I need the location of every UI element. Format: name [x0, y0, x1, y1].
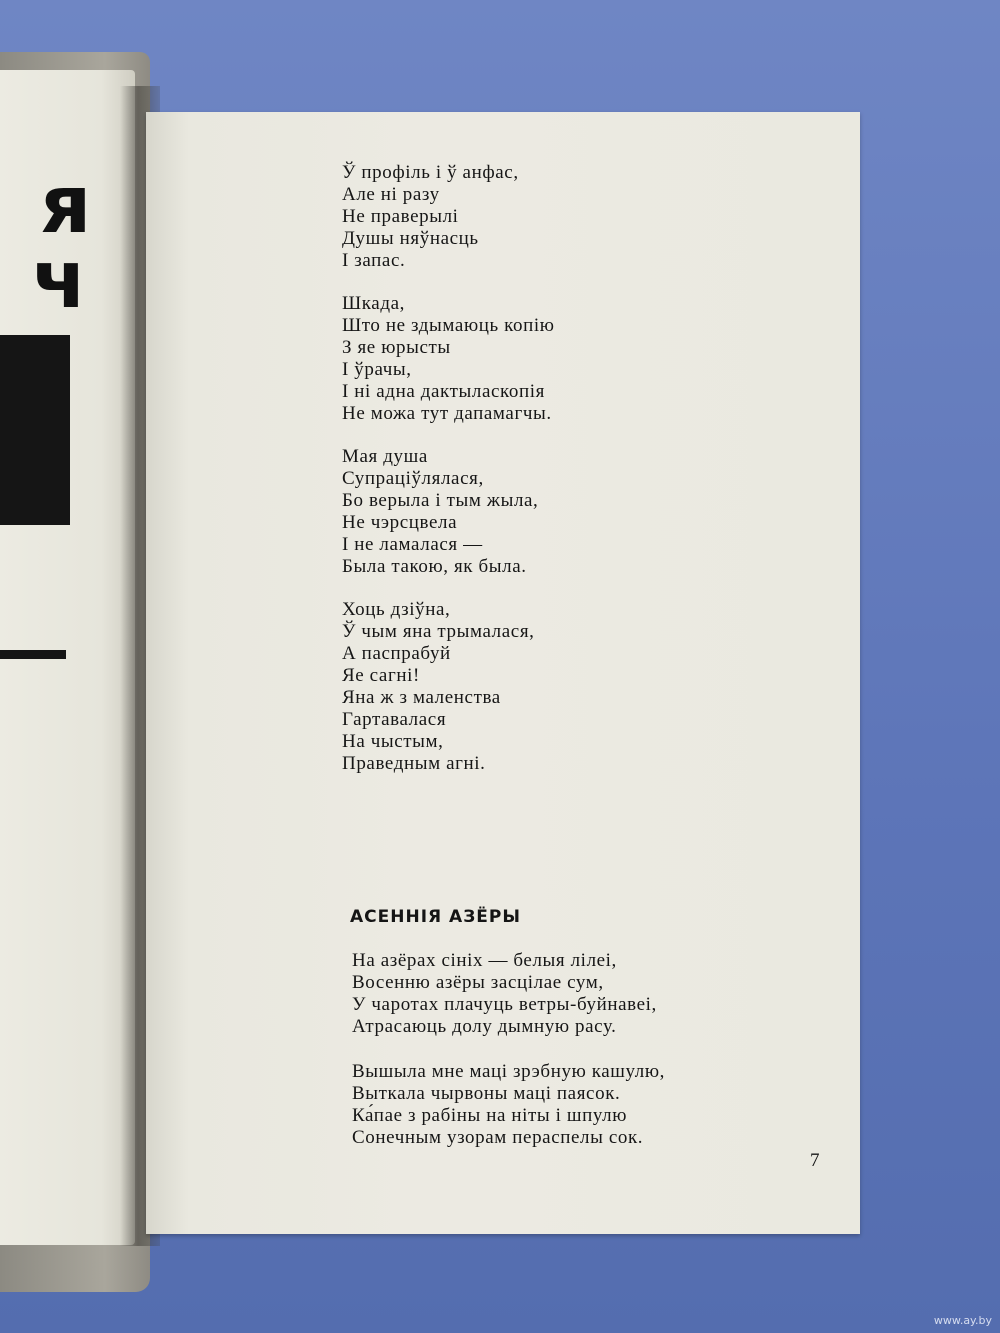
poem-line: Што не здымаюць копію — [342, 315, 555, 336]
next-poem — [352, 950, 665, 1172]
poem-line: І ні адна дактыласкопія — [342, 381, 545, 402]
poem-line: Шкада, — [342, 293, 405, 314]
next-poem-stanza-1 — [352, 950, 665, 1038]
poem-line: У чаротах плачуць ветры-буйнавеі, — [352, 994, 657, 1015]
stanza-4 — [342, 599, 555, 775]
poem-line: На чыстым, — [342, 731, 444, 752]
poem-line: Ў чым яна трымалася, — [342, 621, 535, 642]
poem-line: Не можа тут дапамагчы. — [342, 403, 552, 424]
poem-line: Выткала чырвоны маці паясок. — [352, 1083, 621, 1104]
poem-line: І запас. — [342, 250, 406, 271]
left-page-rule — [0, 650, 66, 659]
poem-line: Не чэрсцвела — [342, 512, 458, 533]
poem-line: Восенню азёры засцілае сум, — [352, 972, 604, 993]
poem-line: Бо верыла і тым жыла, — [342, 490, 539, 511]
next-poem-stanza-2 — [352, 1061, 665, 1149]
page-number: 7 — [810, 1150, 820, 1171]
stanza-2 — [342, 293, 555, 425]
poem-line: Ў профіль і ў анфас, — [342, 162, 519, 183]
left-page-glyph-2: ч — [32, 233, 87, 326]
poem-line: Мая душа — [342, 446, 428, 467]
stanza-1 — [342, 162, 555, 272]
poem-line: Не праверылі — [342, 206, 459, 227]
poem-line: Праведным агні. — [342, 753, 486, 774]
poem-line: Хоць дзіўна, — [342, 599, 451, 620]
poem-line: Вышыла мне маці зрэбную кашулю, — [352, 1061, 666, 1082]
poem-line: На азёрах сініх — белыя лілеі, — [352, 950, 617, 971]
poem-title: АСЕННІЯ АЗЁРЫ — [350, 907, 521, 927]
poem-line: І не ламалася — — [342, 534, 483, 555]
poem-line: Атрасаюць долу дымную расу. — [352, 1016, 617, 1037]
poem-line: З яе юрысты — [342, 337, 451, 358]
poem-line: Але ні разу — [342, 184, 440, 205]
left-page — [0, 70, 135, 1245]
site-watermark: www.ay.by — [933, 1314, 992, 1327]
poem-line: Супраціўлялася, — [342, 468, 484, 489]
left-page-black-block — [0, 335, 70, 525]
poem-line: Сонечным узорам пераспелы сок. — [352, 1127, 644, 1148]
poem-line: Яе сагні! — [342, 665, 420, 686]
poem-line: Ка́пае з рабіны на ніты і шпулю — [352, 1105, 627, 1126]
poem-line: І ўрачы, — [342, 359, 412, 380]
poem-line: Яна ж з маленства — [342, 687, 501, 708]
right-page — [146, 112, 860, 1234]
poem-line: Душы няўнасць — [342, 228, 479, 249]
poem-line: Гартавалася — [342, 709, 447, 730]
left-page-glyph-1: я — [40, 158, 92, 251]
poem-line: А паспрабуй — [342, 643, 451, 664]
poem-line: Была такою, як была. — [342, 556, 527, 577]
stanza-3 — [342, 446, 555, 578]
poem-continuation — [342, 162, 555, 796]
